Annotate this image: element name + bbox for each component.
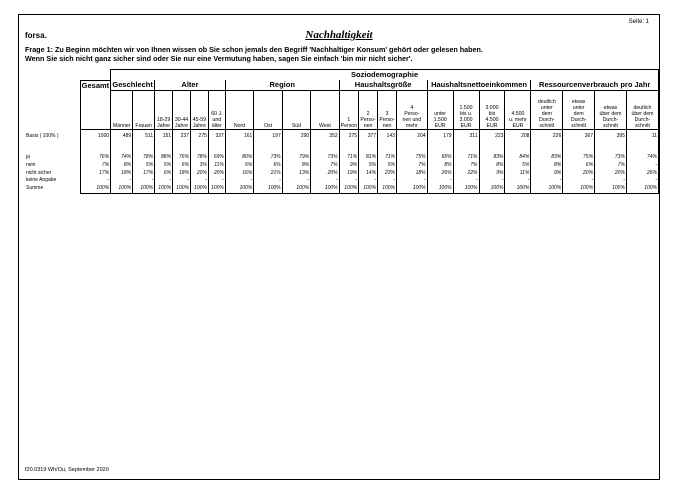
cell-value: 19% — [339, 170, 358, 178]
cell-value: 17% — [133, 170, 155, 178]
cell-value: - — [111, 177, 133, 185]
spacer-cell — [80, 144, 111, 154]
spacer-cell — [453, 144, 479, 154]
cell-value: 7% — [453, 162, 479, 170]
cell-value: 100% — [595, 185, 627, 193]
table-row — [25, 185, 659, 193]
column-header: 3.000 bis 4.500 EUR — [479, 91, 505, 130]
column-header: 4 Perso- nen und mehr — [397, 91, 428, 130]
cell-value: 5% — [359, 162, 378, 170]
column-header: Süd — [282, 91, 310, 130]
cell-value: 7% — [595, 162, 627, 170]
cell-value: - — [397, 177, 428, 185]
cell-value: 81% — [359, 154, 378, 162]
cell-value: 377 — [359, 130, 378, 145]
table-row — [25, 154, 659, 162]
spacer-cell — [190, 144, 208, 154]
cell-value: 179 — [427, 130, 453, 145]
cell-value: 489 — [111, 130, 133, 145]
cell-value: 74% — [626, 154, 658, 162]
cell-value: - — [133, 177, 155, 185]
cell-value: 100% — [339, 185, 358, 193]
cell-value: - — [359, 177, 378, 185]
cell-value: 17% — [80, 170, 111, 178]
corner-spacer — [25, 80, 80, 91]
cell-value: - — [427, 177, 453, 185]
cell-value: 13% — [282, 170, 310, 178]
cell-value: 65% — [427, 154, 453, 162]
cell-value: 71% — [453, 154, 479, 162]
cell-value: - — [225, 177, 253, 185]
brand-logo-text: forsa. — [25, 31, 47, 40]
cell-value: 5% — [225, 162, 253, 170]
cell-value: 22% — [453, 170, 479, 178]
cell-value: 208 — [505, 130, 531, 145]
column-header: 30-44 Jahre — [173, 91, 191, 130]
column-header: West — [311, 91, 339, 130]
cell-value: 352 — [311, 130, 339, 145]
cell-value: 71% — [378, 154, 397, 162]
spacer-cell — [397, 144, 428, 154]
cell-value: 223 — [479, 130, 505, 145]
cell-value: 100% — [505, 185, 531, 193]
cell-value: 1000 — [80, 130, 111, 145]
row-label: Summe — [26, 185, 44, 192]
cell-value: 73% — [311, 154, 339, 162]
corner-spacer — [25, 91, 80, 130]
cell-value: 80% — [225, 154, 253, 162]
page-title: Nachhaltigkeit — [305, 29, 373, 41]
cell-value: - — [595, 177, 627, 185]
cell-value: 275 — [190, 130, 208, 145]
row-label: Basis ( 100% ) — [26, 132, 59, 139]
cell-value: 71% — [339, 154, 358, 162]
spacer-row — [25, 144, 659, 154]
cell-value: - — [173, 177, 191, 185]
cell-value: 5% — [505, 162, 531, 170]
basis-row — [25, 130, 659, 145]
column-header: unter 1.500 EUR — [427, 91, 453, 130]
group-header: Alter — [155, 80, 226, 91]
column-header: etwas unter dem Durch- schnitt — [563, 91, 595, 130]
spacer-cell — [282, 144, 310, 154]
group-header: Haushaltsnettoeinkommen — [427, 80, 531, 91]
cell-value: 78% — [133, 154, 155, 162]
gesamt-header: Gesamt — [80, 80, 111, 130]
cell-value: 69% — [208, 154, 225, 162]
row-label: ja — [26, 154, 30, 160]
cell-value: 73% — [595, 154, 627, 162]
cell-value: 100% — [133, 185, 155, 193]
column-header: deutlich unter dem Durch- schnitt — [531, 91, 563, 130]
cell-value: 100% — [208, 185, 225, 193]
cell-value: - — [339, 177, 358, 185]
cell-value: 143 — [378, 130, 397, 145]
cell-value: 100% — [563, 185, 595, 193]
cell-value: 5% — [133, 162, 155, 170]
cell-value: 100% — [311, 185, 339, 193]
cell-value: 100% — [111, 185, 133, 193]
row-label: nein — [26, 161, 36, 168]
spacer-cell — [626, 144, 658, 154]
spacer-cell — [25, 144, 80, 154]
cell-value: 395 — [595, 130, 627, 145]
cell-value: - — [80, 177, 111, 185]
table-row — [25, 170, 659, 178]
cell-value: 8% — [479, 162, 505, 170]
spacer-cell — [531, 144, 563, 154]
cell-value: - — [626, 162, 658, 170]
report-page — [18, 14, 660, 480]
cell-value: 20% — [311, 170, 339, 178]
cell-value: 76% — [173, 154, 191, 162]
cell-value: 226 — [531, 130, 563, 145]
column-header: Ost — [254, 91, 282, 130]
cell-value: 8% — [111, 162, 133, 170]
row-label: keine Angabe — [26, 177, 57, 184]
cell-value: 9% — [479, 170, 505, 178]
row-label: nicht sicher — [26, 169, 52, 176]
spacer-cell — [479, 144, 505, 154]
cell-value: 7% — [311, 162, 339, 170]
cell-value: - — [531, 177, 563, 185]
spacer-cell — [254, 144, 282, 154]
spacer-cell — [427, 144, 453, 154]
cell-value: 7% — [80, 162, 111, 170]
cell-value: 76% — [80, 154, 111, 162]
corner-spacer — [80, 70, 111, 81]
column-header: Männer — [111, 91, 133, 130]
question-line-2: Wenn Sie sich nicht ganz sicher sind oder Sie nur eine Vermutung haben, sagen Sie einfach 'bin mir nicht sicher'. — [25, 54, 413, 63]
cell-value: 100% — [531, 185, 563, 193]
cell-value: 14% — [359, 170, 378, 178]
cell-value: 88% — [155, 154, 173, 162]
question-line-1: Frage 1: Zu Beginn möchten wir von Ihnen wissen ob Sie schon jemals den Begriff 'Nachhaltiger Konsum' gehört oder gelesen haben. — [25, 45, 483, 54]
cell-value: 6% — [173, 162, 191, 170]
cell-value: - — [155, 177, 173, 185]
cell-value: - — [378, 177, 397, 185]
cell-value: 100% — [479, 185, 505, 193]
cell-value: 6% — [155, 170, 173, 178]
cell-value: 75% — [563, 154, 595, 162]
spacer-cell — [111, 144, 133, 154]
cell-value: 11% — [208, 162, 225, 170]
cell-value: 100% — [282, 185, 310, 193]
cell-value: 9% — [531, 170, 563, 178]
spacer-cell — [208, 144, 225, 154]
spacer-cell — [563, 144, 595, 154]
cell-value: 100% — [397, 185, 428, 193]
cell-value: 100% — [80, 185, 111, 193]
cell-value: 5% — [378, 162, 397, 170]
cell-value: - — [479, 177, 505, 185]
column-header: 4.500 u. mehr EUR — [505, 91, 531, 130]
cell-value: 100% — [359, 185, 378, 193]
cell-value: 20% — [208, 170, 225, 178]
cell-value: 100% — [225, 185, 253, 193]
cell-value: 100% — [378, 185, 397, 193]
page-number: Seite: 1 — [628, 19, 649, 25]
spacer-cell — [173, 144, 191, 154]
cell-value: 3% — [190, 162, 208, 170]
cell-value: 311 — [453, 130, 479, 145]
column-header: 60 J. und älter — [208, 91, 225, 130]
cell-value: 8% — [531, 162, 563, 170]
cell-value: - — [626, 177, 658, 185]
cell-value: 20% — [563, 170, 595, 178]
group-header: Ressourcenverbrauch pro Jahr — [531, 80, 659, 91]
cell-value: 161 — [225, 130, 253, 145]
cell-value: 8% — [427, 162, 453, 170]
column-header: 1 Person — [339, 91, 358, 130]
column-header: 45-59 Jahre — [190, 91, 208, 130]
cell-value: 100% — [427, 185, 453, 193]
spacer-cell — [225, 144, 253, 154]
cell-value: 290 — [282, 130, 310, 145]
cell-value: 367 — [563, 130, 595, 145]
cell-value: 8% — [282, 162, 310, 170]
cell-value: 84% — [505, 154, 531, 162]
column-header: deutlich über dem Durch- schnitt — [626, 91, 658, 130]
column-header: 2 Perso- nen — [359, 91, 378, 130]
cell-value: 73% — [254, 154, 282, 162]
cell-value: 74% — [111, 154, 133, 162]
cell-value: 100% — [190, 185, 208, 193]
column-header: 3 Perso- nen — [378, 91, 397, 130]
cell-value: 100% — [254, 185, 282, 193]
cell-value: 18% — [397, 170, 428, 178]
cell-value: - — [254, 177, 282, 185]
spacer-cell — [155, 144, 173, 154]
cell-value: 151 — [155, 130, 173, 145]
spacer-cell — [505, 144, 531, 154]
cell-value: 78% — [190, 154, 208, 162]
cell-value: 75% — [397, 154, 428, 162]
cell-value: 26% — [427, 170, 453, 178]
cell-value: 100% — [173, 185, 191, 193]
cell-value: - — [563, 177, 595, 185]
question-text — [25, 45, 655, 63]
cell-value: 197 — [254, 130, 282, 145]
column-header: 18-29 Jahre — [155, 91, 173, 130]
cell-value: 18% — [173, 170, 191, 178]
cell-value: 275 — [339, 130, 358, 145]
spacer-cell — [359, 144, 378, 154]
cell-value: 204 — [397, 130, 428, 145]
cell-value: 20% — [595, 170, 627, 178]
cell-value: 11% — [505, 170, 531, 178]
spacer-cell — [339, 144, 358, 154]
column-header: Frauen — [133, 91, 155, 130]
cell-value: 337 — [208, 130, 225, 145]
cell-value: - — [190, 177, 208, 185]
cell-value: 7% — [397, 162, 428, 170]
super-header: Soziodemographie — [111, 70, 659, 81]
cell-value: 100% — [155, 185, 173, 193]
cell-value: 511 — [133, 130, 155, 145]
cell-value: 5% — [155, 162, 173, 170]
cell-value: 83% — [479, 154, 505, 162]
table-row — [25, 177, 659, 185]
column-header: 1.500 bis u. 3.000 EUR — [453, 91, 479, 130]
cell-value: - — [505, 177, 531, 185]
cell-value: 20% — [190, 170, 208, 178]
cell-value: - — [453, 177, 479, 185]
corner-spacer — [25, 70, 80, 81]
cell-value: 83% — [531, 154, 563, 162]
cell-value: 6% — [254, 162, 282, 170]
spacer-cell — [311, 144, 339, 154]
column-header: Nord — [225, 91, 253, 130]
cell-value: - — [282, 177, 310, 185]
cell-value: 100% — [626, 185, 658, 193]
cell-value: 79% — [282, 154, 310, 162]
spacer-cell — [595, 144, 627, 154]
crosstab-table — [25, 69, 659, 194]
cell-value: 23% — [378, 170, 397, 178]
group-header: Haushaltsgröße — [339, 80, 427, 91]
cell-value: 6% — [563, 162, 595, 170]
cell-value: 9% — [339, 162, 358, 170]
cell-value: - — [311, 177, 339, 185]
cell-value: 11 — [626, 130, 658, 145]
group-header: Geschlecht — [112, 80, 153, 89]
spacer-cell — [378, 144, 397, 154]
group-header: Region — [225, 80, 339, 91]
cell-value: 26% — [626, 170, 658, 178]
column-header: etwas über dem Durch- schnitt — [595, 91, 627, 130]
table-row — [25, 162, 659, 170]
cell-value: 16% — [225, 170, 253, 178]
cell-value: 21% — [254, 170, 282, 178]
cell-value: 18% — [111, 170, 133, 178]
footer-reference: f20.0319 Wh/Ou, September 2020 — [25, 467, 109, 473]
spacer-cell — [133, 144, 155, 154]
cell-value: 237 — [173, 130, 191, 145]
cell-value: 100% — [453, 185, 479, 193]
cell-value: - — [208, 177, 225, 185]
